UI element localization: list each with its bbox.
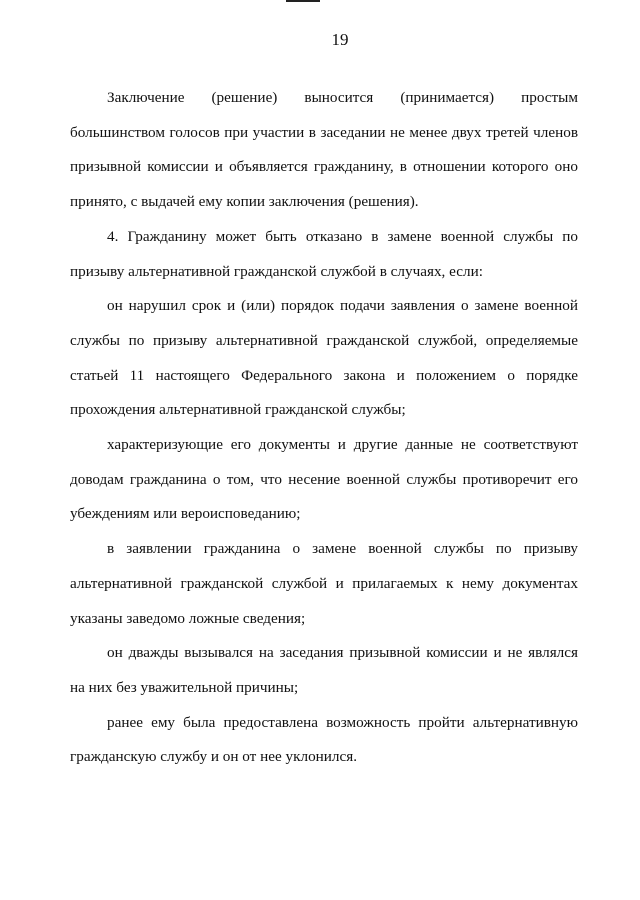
- document-body: [70, 81, 578, 775]
- paragraph-evasion: ранее ему была предоставлена возможность пройти альтернативную гражданскую службу и он от нее уклонился.: [70, 713, 578, 766]
- paragraph-deadline-violation: он нарушил срок и (или) порядок подачи заявления о замене военной службы по призыву альтернативной гражданской службой, определяемые статьей 11 настоящего Федерального закона и положением о порядке прохождения альтернативной гражданской службы;: [70, 297, 578, 419]
- paragraph-documents-mismatch: характеризующие его документы и другие данные не соответствуют доводам гражданина о том, что несение военной службы противоречит его убеждениям или вероисповеданию;: [70, 436, 578, 523]
- paragraph-absence: он дважды вызывался на заседания призывной комиссии и не являлся на них без уважительной причины;: [70, 644, 578, 696]
- paragraph-false-information: в заявлении гражданина о замене военной службы по призыву альтернативной гражданской службой и прилагаемых к нему документах указаны заведомо ложные сведения;: [70, 540, 578, 627]
- top-rule: [286, 0, 320, 2]
- paragraph-refusal-intro: 4. Гражданину может быть отказано в замене военной службы по призыву альтернативной гражданской службой в случаях, если:: [70, 227, 578, 280]
- paragraph-conclusion: Заключение (решение) выносится (принимается) простым большинством голосов при участии в заседании не менее двух третей членов призывной комиссии и объявляется гражданину, в отношении которого оно принято, с выдачей ему копии заключения (решения).: [70, 89, 578, 211]
- page-number: 19: [331, 30, 349, 49]
